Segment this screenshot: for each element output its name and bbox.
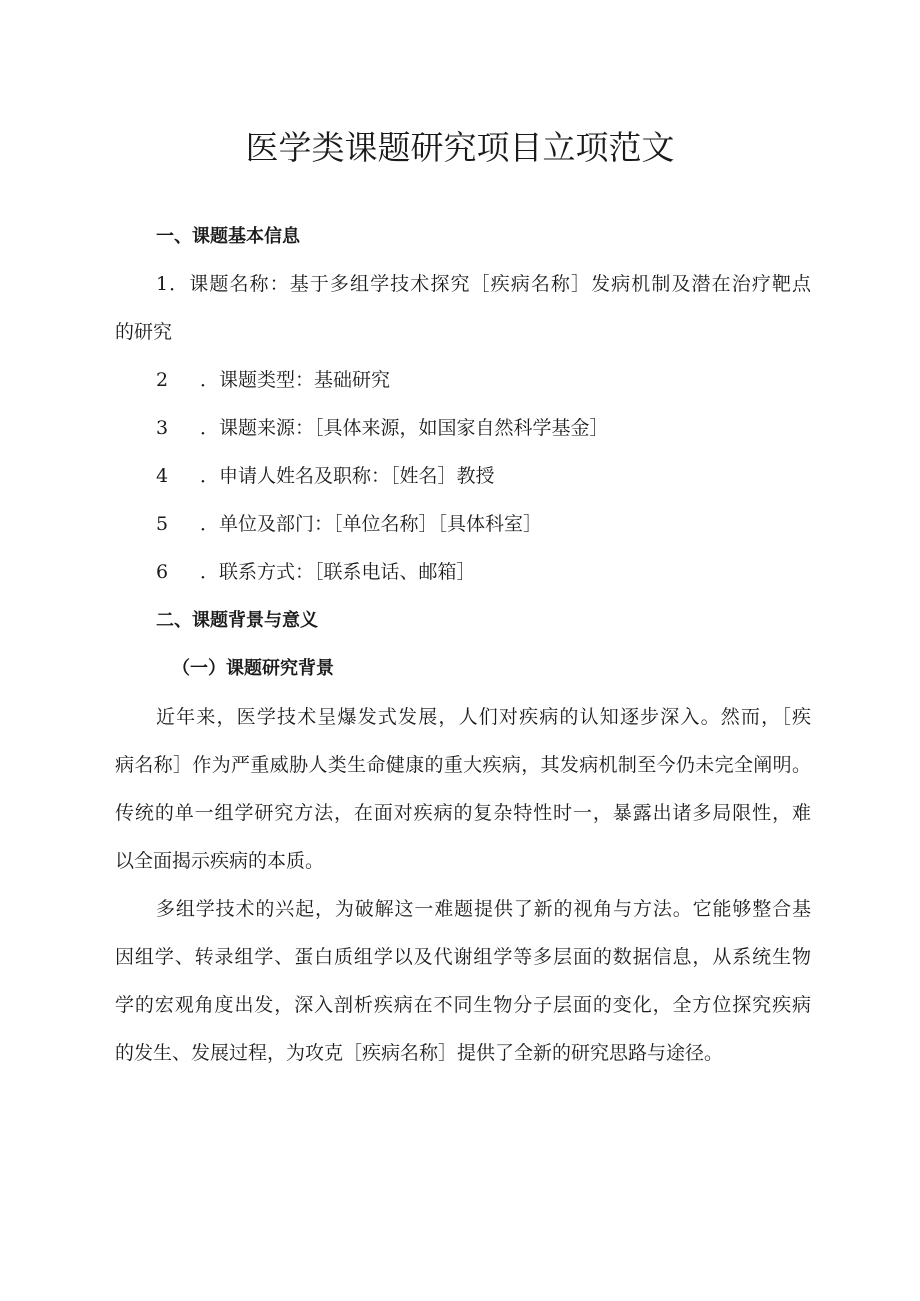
paragraph-line: 因组学、转录组学、蛋白质组学以及代谢组学等多层面的数据信息，从系统生物 bbox=[115, 946, 811, 968]
item-1-line-2: 的研究 bbox=[115, 321, 173, 343]
paragraph-line: 学的宏观角度出发，深入剖析疾病在不同生物分子层面的变化，全方位探究疾病 bbox=[115, 994, 811, 1016]
subsection-heading-research-background: （一）课题研究背景 bbox=[172, 658, 334, 679]
paragraph-line: 多组学技术的兴起，为破解这一难题提供了新的视角与方法。它能够整合基 bbox=[156, 898, 811, 920]
list-item-text: ．申请人姓名及职称：［姓名］教授 bbox=[200, 465, 495, 487]
list-item-text: ．联系方式：［联系电话、邮箱］ bbox=[200, 561, 476, 583]
list-item-number: 3 bbox=[156, 417, 169, 439]
item-1-line-1: 1．课题名称：基于多组学技术探究［疾病名称］发病机制及潜在治疗靶点 bbox=[156, 273, 811, 295]
list-item bbox=[156, 560, 476, 584]
paragraph-line: 病名称］作为严重威胁人类生命健康的重大疾病，其发病机制至今仍未完全阐明。 bbox=[115, 754, 811, 776]
list-item-text: ．课题类型：基础研究 bbox=[200, 369, 391, 391]
paragraph-line: 的发生、发展过程，为攻克［疾病名称］提供了全新的研究思路与途径。 bbox=[115, 1042, 724, 1064]
list-item bbox=[156, 416, 609, 440]
paragraph-line: 传统的单一组学研究方法，在面对疾病的复杂特性时一，暴露出诸多局限性，难 bbox=[115, 802, 811, 824]
document-title: 医学类课题研究项目立项范文 bbox=[245, 128, 675, 167]
paragraph-line: 近年来，医学技术呈爆发式发展，人们对疾病的认知逐步深入。然而，［疾 bbox=[156, 706, 811, 728]
list-item-number: 4 bbox=[156, 465, 169, 487]
list-item-number: 6 bbox=[156, 561, 169, 583]
list-item-number: 2 bbox=[156, 369, 169, 391]
section-heading-background: 二、课题背景与意义 bbox=[156, 610, 318, 631]
list-item bbox=[156, 368, 390, 392]
section-heading-basic-info: 一、课题基本信息 bbox=[156, 226, 300, 247]
list-item-text: ．单位及部门：［单位名称］［具体科室］ bbox=[200, 513, 543, 535]
list-item bbox=[156, 512, 542, 536]
list-item-text: ．课题来源：［具体来源，如国家自然科学基金］ bbox=[200, 417, 609, 439]
paragraph-line: 以全面揭示疾病的本质。 bbox=[115, 850, 325, 872]
list-item-number: 5 bbox=[156, 513, 169, 535]
list-item bbox=[156, 464, 495, 488]
